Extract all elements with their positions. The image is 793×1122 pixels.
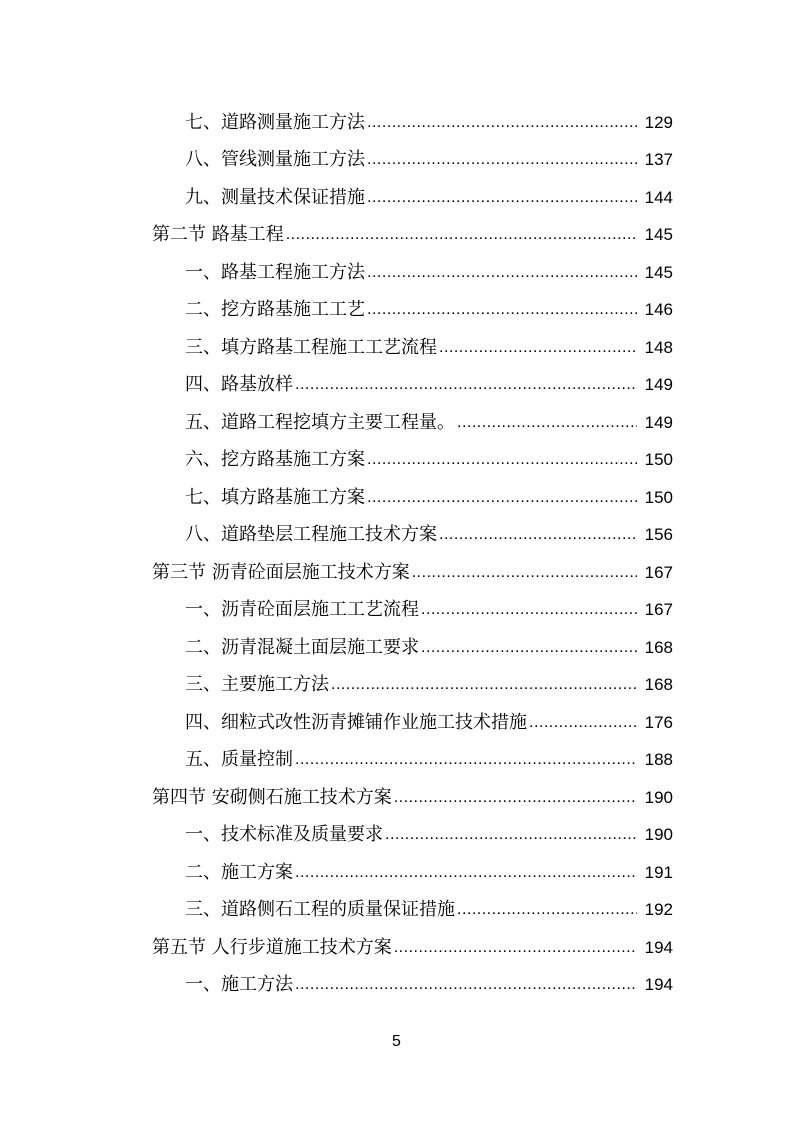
toc-subsection-entry[interactable] (0, 442, 793, 480)
toc-subsection-entry[interactable] (0, 892, 793, 930)
toc-dot-leader (367, 108, 637, 138)
toc-dot-leader (412, 558, 637, 588)
toc-entry-page-number: 149 (644, 412, 673, 432)
page-number: 5 (392, 1033, 401, 1050)
toc-subsection-entry[interactable] (0, 667, 793, 705)
toc-entry-label: 四、细粒式改性沥青摊铺作业施工技术措施 (185, 711, 527, 733)
toc-dot-leader (367, 445, 637, 475)
toc-dot-leader (367, 258, 637, 288)
toc-dot-leader (367, 183, 637, 213)
toc-entry-label: 二、挖方路基施工工艺 (185, 299, 365, 321)
toc-entry-label: 三、道路侧石工程的质量保证措施 (185, 899, 455, 921)
toc-dot-leader (367, 295, 637, 325)
toc-subsection-entry[interactable] (0, 817, 793, 855)
toc-entry-label: 三、填方路基工程施工工艺流程 (185, 336, 437, 358)
toc-dot-leader (367, 145, 637, 175)
toc-dot-leader (421, 595, 637, 625)
toc-entry-label: 第五节 人行步道施工技术方案 (152, 936, 392, 958)
toc-entry-label: 八、管线测量施工方法 (185, 149, 365, 171)
toc-entry-label: 五、质量控制 (185, 749, 293, 771)
toc-entry-label: 一、路基工程施工方法 (185, 261, 365, 283)
toc-subsection-entry[interactable] (0, 104, 793, 142)
toc-entry-page-number: 145 (644, 225, 673, 245)
toc-subsection-entry[interactable] (0, 142, 793, 180)
toc-dot-leader (457, 895, 637, 925)
toc-subsection-entry[interactable] (0, 479, 793, 517)
toc-entry-page-number: 190 (644, 787, 673, 807)
toc-dot-leader (457, 408, 637, 438)
toc-entry-page-number: 146 (644, 300, 673, 320)
toc-entry-label: 四、路基放样 (185, 374, 293, 396)
toc-entry-label: 三、主要施工方法 (185, 674, 329, 696)
toc-entry-page-number: 176 (644, 712, 673, 732)
toc-entry-label: 六、挖方路基施工方案 (185, 449, 365, 471)
toc-entry-label: 二、沥青混凝土面层施工要求 (185, 636, 419, 658)
toc-subsection-entry[interactable] (0, 254, 793, 292)
toc-dot-leader (421, 633, 637, 663)
toc-dot-leader (286, 220, 637, 250)
toc-entry-page-number: 129 (644, 112, 673, 132)
toc-entry-page-number: 167 (644, 600, 673, 620)
toc-entry-page-number: 167 (644, 562, 673, 582)
toc-dot-leader (529, 708, 637, 738)
toc-subsection-entry[interactable] (0, 517, 793, 555)
toc-subsection-entry[interactable] (0, 704, 793, 742)
toc-entry-label: 七、道路测量施工方法 (185, 111, 365, 133)
toc-section-entry[interactable] (0, 929, 793, 967)
toc-entry-page-number: 168 (644, 637, 673, 657)
toc-entry-page-number: 145 (644, 262, 673, 282)
toc-entry-page-number: 148 (644, 337, 673, 357)
toc-dot-leader (295, 745, 637, 775)
toc-dot-leader (295, 370, 637, 400)
toc-subsection-entry[interactable] (0, 629, 793, 667)
toc-entry-label: 一、技术标准及质量要求 (185, 824, 383, 846)
toc-section-entry[interactable] (0, 554, 793, 592)
toc-entry-page-number: 168 (644, 675, 673, 695)
toc-section-entry[interactable] (0, 779, 793, 817)
toc-dot-leader (439, 333, 637, 363)
toc-entry-label: 第二节 路基工程 (152, 224, 284, 246)
toc-entry-page-number: 188 (644, 750, 673, 770)
toc-entry-page-number: 150 (644, 450, 673, 470)
toc-dot-leader (331, 670, 637, 700)
toc-entry-page-number: 156 (644, 525, 673, 545)
toc-entry-page-number: 192 (644, 900, 673, 920)
toc-entry-label: 二、施工方案 (185, 861, 293, 883)
toc-dot-leader (295, 970, 637, 1000)
table-of-contents (0, 104, 793, 1004)
toc-entry-label: 第三节 沥青砼面层施工技术方案 (152, 561, 410, 583)
toc-dot-leader (367, 483, 637, 513)
toc-entry-label: 九、测量技术保证措施 (185, 186, 365, 208)
toc-entry-page-number: 194 (644, 975, 673, 995)
toc-section-entry[interactable] (0, 217, 793, 255)
toc-entry-page-number: 194 (644, 937, 673, 957)
toc-entry-label: 一、沥青砼面层施工工艺流程 (185, 599, 419, 621)
toc-subsection-entry[interactable] (0, 742, 793, 780)
toc-entry-page-number: 144 (644, 187, 673, 207)
toc-entry-label: 一、施工方法 (185, 974, 293, 996)
toc-subsection-entry[interactable] (0, 967, 793, 1005)
toc-entry-label: 八、道路垫层工程施工技术方案 (185, 524, 437, 546)
toc-entry-label: 五、道路工程挖填方主要工程量。 (185, 411, 455, 433)
toc-dot-leader (385, 820, 637, 850)
toc-entry-page-number: 190 (644, 825, 673, 845)
toc-dot-leader (295, 858, 637, 888)
toc-subsection-entry[interactable] (0, 367, 793, 405)
toc-entry-page-number: 150 (644, 487, 673, 507)
toc-entry-label: 第四节 安砌侧石施工技术方案 (152, 786, 392, 808)
toc-entry-label: 七、填方路基施工方案 (185, 486, 365, 508)
toc-dot-leader (394, 933, 637, 963)
toc-dot-leader (394, 783, 637, 813)
toc-subsection-entry[interactable] (0, 404, 793, 442)
toc-subsection-entry[interactable] (0, 179, 793, 217)
toc-entry-page-number: 149 (644, 375, 673, 395)
toc-subsection-entry[interactable] (0, 292, 793, 330)
toc-entry-page-number: 191 (644, 862, 673, 882)
toc-dot-leader (439, 520, 637, 550)
toc-subsection-entry[interactable] (0, 592, 793, 630)
toc-subsection-entry[interactable] (0, 854, 793, 892)
toc-subsection-entry[interactable] (0, 329, 793, 367)
toc-entry-page-number: 137 (644, 150, 673, 170)
